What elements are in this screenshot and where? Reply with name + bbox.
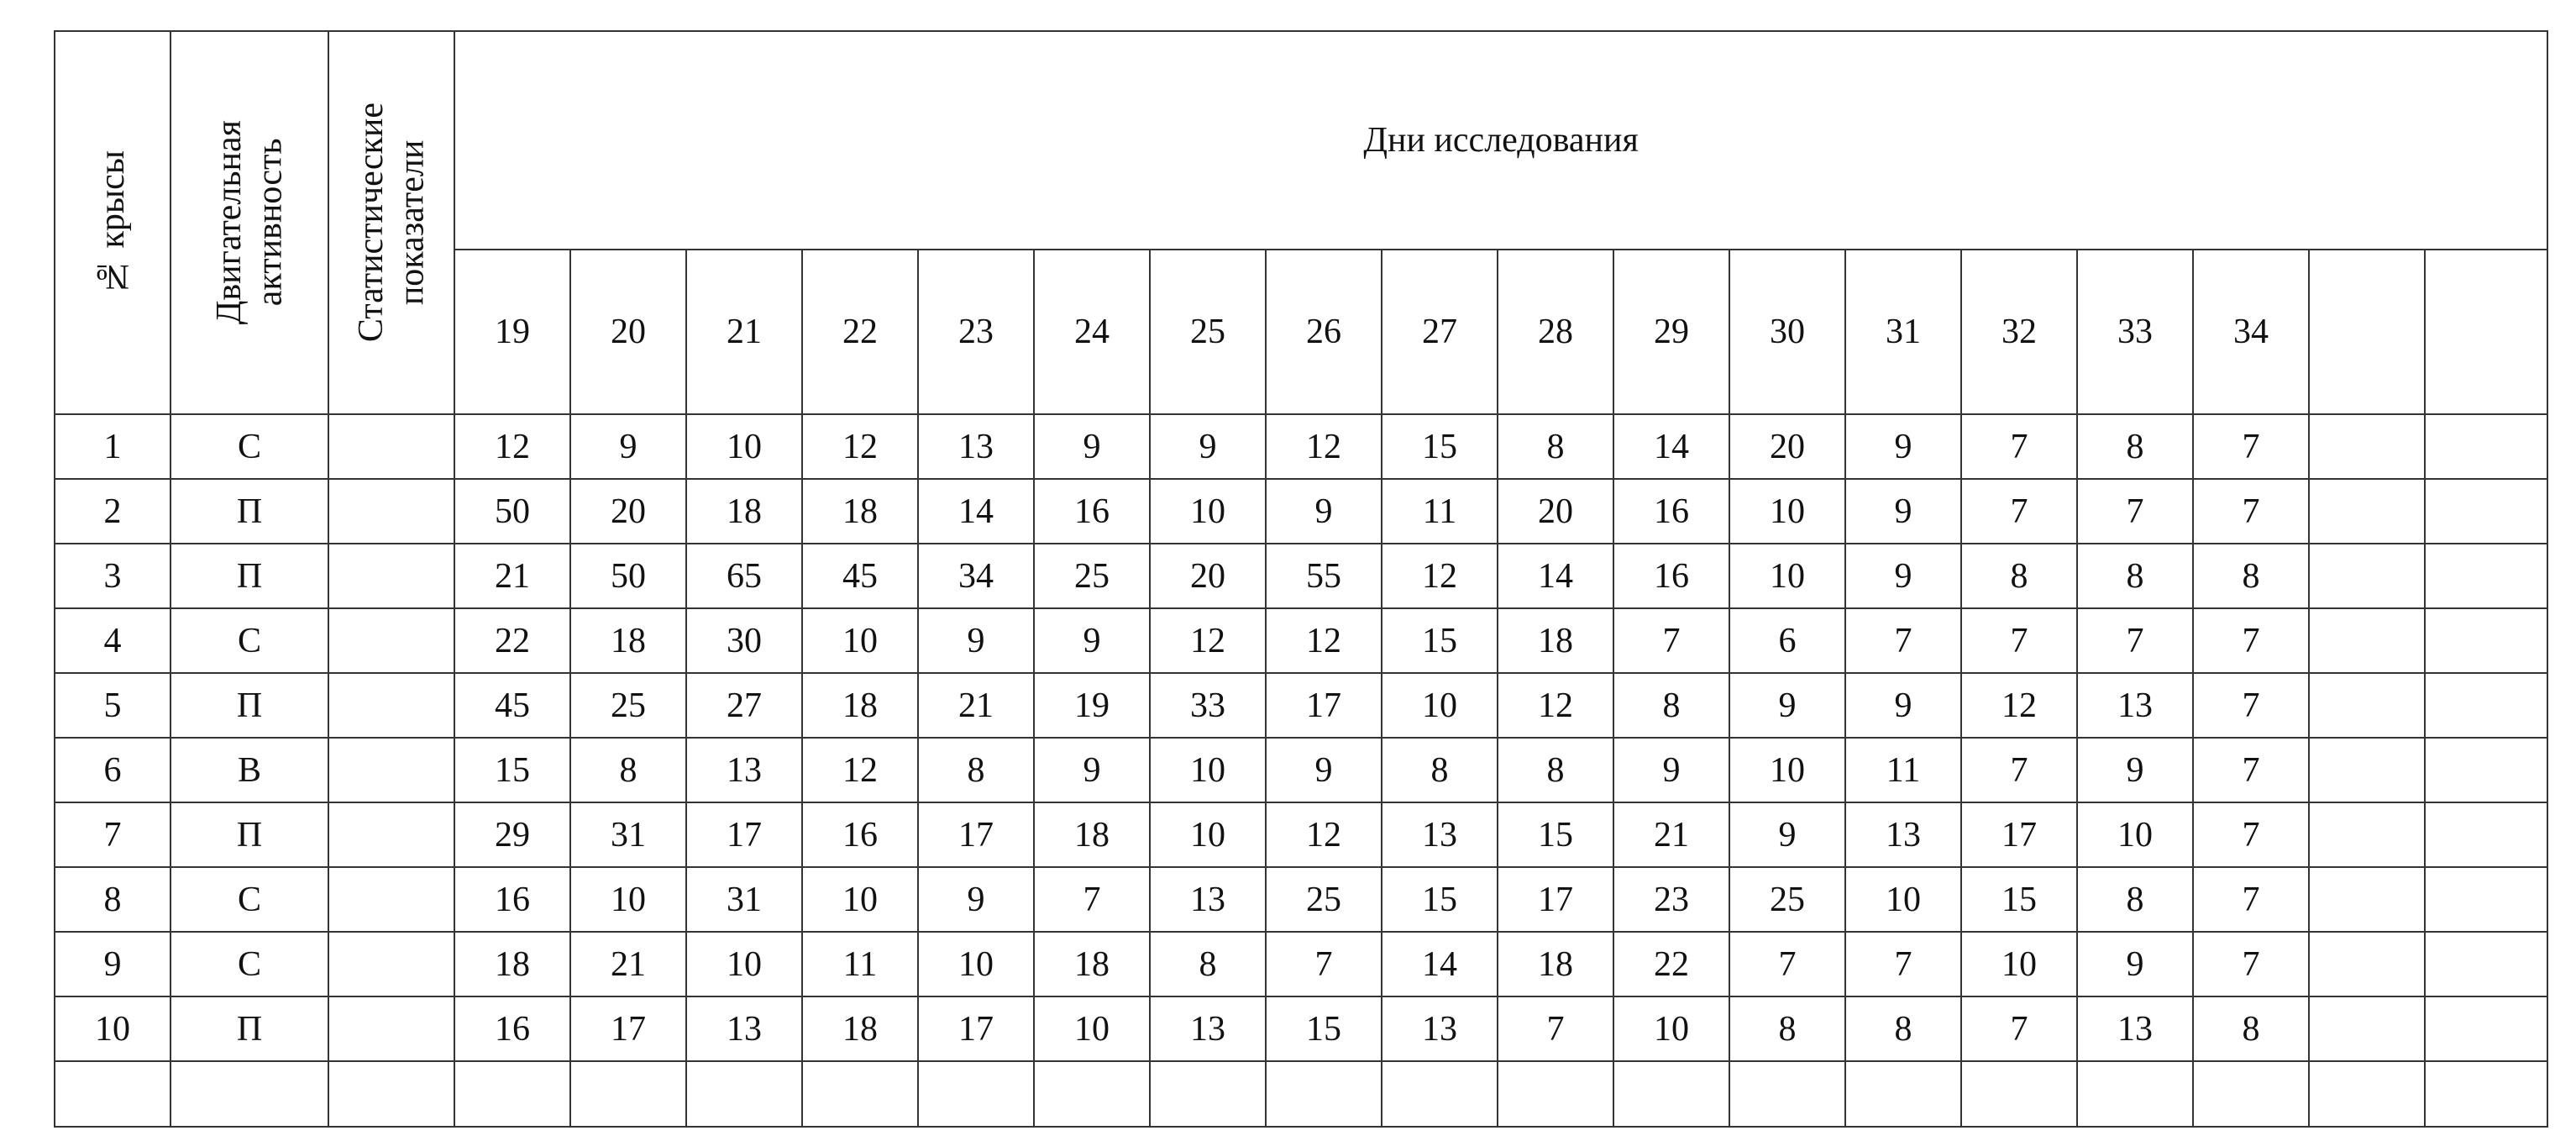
value-cell: 8 [1845,996,1961,1061]
rat-number-cell: 1 [55,414,171,479]
header-motor-activity-label: Двигательная активность [209,120,289,325]
value-cell: 18 [1034,802,1150,867]
value-cell [2309,479,2425,544]
stat-cell [328,544,454,608]
day-header: 19 [454,250,570,414]
value-cell: 10 [1382,673,1498,738]
empty-cell [570,1061,686,1127]
header-statistics-label: Статистические показатели [351,103,431,343]
empty-cell [328,1061,454,1127]
rat-activity-table [54,30,2548,1128]
value-cell: 8 [2193,996,2309,1061]
value-cell: 9 [2077,738,2193,802]
rat-number-cell: 8 [55,867,171,932]
empty-row [55,1061,2547,1127]
empty-cell [802,1061,918,1127]
table-row [55,544,2547,608]
value-cell: 25 [1729,867,1845,932]
value-cell: 29 [454,802,570,867]
value-cell: 65 [686,544,802,608]
activity-cell: П [171,544,328,608]
value-cell [2309,996,2425,1061]
empty-cell [1498,1061,1613,1127]
value-cell: 12 [1266,802,1382,867]
value-cell: 33 [1150,673,1266,738]
activity-cell: С [171,867,328,932]
value-cell: 9 [1150,414,1266,479]
value-cell: 16 [1613,544,1729,608]
day-header: 29 [1613,250,1729,414]
value-cell: 7 [1961,738,2077,802]
value-cell: 10 [1613,996,1729,1061]
value-cell: 30 [686,608,802,673]
value-cell: 13 [2077,996,2193,1061]
activity-cell: П [171,802,328,867]
value-cell: 8 [2193,544,2309,608]
table-row [55,932,2547,996]
value-cell: 14 [1382,932,1498,996]
value-cell: 18 [570,608,686,673]
empty-cell [2193,1061,2309,1127]
value-cell: 9 [1034,608,1150,673]
value-cell: 10 [1961,932,2077,996]
value-cell: 12 [454,414,570,479]
stat-cell [328,867,454,932]
value-cell: 10 [1034,996,1150,1061]
value-cell: 12 [1150,608,1266,673]
day-header: 25 [1150,250,1266,414]
value-cell: 12 [1266,414,1382,479]
value-cell: 8 [2077,544,2193,608]
day-header: 33 [2077,250,2193,414]
empty-cell [918,1061,1034,1127]
value-cell: 17 [686,802,802,867]
value-cell: 7 [1266,932,1382,996]
stat-cell [328,932,454,996]
table-row [55,867,2547,932]
day-header: 26 [1266,250,1382,414]
value-cell: 18 [802,996,918,1061]
rat-number-cell: 10 [55,996,171,1061]
rat-number-cell: 6 [55,738,171,802]
value-cell: 18 [1034,932,1150,996]
value-cell: 9 [1034,414,1150,479]
value-cell: 25 [1034,544,1150,608]
value-cell: 13 [2077,673,2193,738]
empty-cell [1382,1061,1498,1127]
value-cell [2309,673,2425,738]
value-cell: 12 [1498,673,1613,738]
value-cell [2309,608,2425,673]
value-cell: 7 [2193,673,2309,738]
empty-cell [1613,1061,1729,1127]
value-cell [2425,673,2547,738]
value-cell: 19 [1034,673,1150,738]
value-cell: 21 [1613,802,1729,867]
value-cell: 7 [1034,867,1150,932]
value-cell: 17 [918,802,1034,867]
value-cell: 7 [1613,608,1729,673]
value-cell: 15 [1498,802,1613,867]
header-rat-number [55,31,171,414]
value-cell: 21 [918,673,1034,738]
empty-cell [1150,1061,1266,1127]
value-cell: 11 [802,932,918,996]
value-cell: 8 [1613,673,1729,738]
value-cell: 18 [686,479,802,544]
value-cell: 7 [2193,479,2309,544]
empty-cell [2425,1061,2547,1127]
day-header: 21 [686,250,802,414]
value-cell [2425,414,2547,479]
value-cell: 14 [918,479,1034,544]
value-cell: 10 [686,414,802,479]
rat-number-cell: 9 [55,932,171,996]
value-cell: 17 [1498,867,1613,932]
value-cell: 10 [2077,802,2193,867]
day-header: 27 [1382,250,1498,414]
value-cell: 8 [1498,738,1613,802]
value-cell: 7 [1961,414,2077,479]
value-cell: 8 [1498,414,1613,479]
value-cell: 31 [686,867,802,932]
value-cell: 7 [1961,479,2077,544]
value-cell: 7 [1498,996,1613,1061]
value-cell: 10 [1150,479,1266,544]
value-cell: 55 [1266,544,1382,608]
value-cell: 14 [1613,414,1729,479]
value-cell: 25 [1266,867,1382,932]
value-cell: 7 [2077,608,2193,673]
header-rat-number-label: № крысы [92,150,132,296]
value-cell: 15 [1266,996,1382,1061]
empty-cell [1961,1061,2077,1127]
empty-cell [686,1061,802,1127]
value-cell [2309,738,2425,802]
value-cell: 17 [918,996,1034,1061]
stat-cell [328,414,454,479]
day-header: 31 [1845,250,1961,414]
value-cell: 50 [570,544,686,608]
empty-cell [1729,1061,1845,1127]
value-cell: 9 [570,414,686,479]
value-cell: 13 [1382,996,1498,1061]
value-cell: 8 [2077,414,2193,479]
value-cell [2309,867,2425,932]
value-cell: 27 [686,673,802,738]
value-cell: 10 [802,867,918,932]
value-cell: 16 [1613,479,1729,544]
header-motor-activity [171,31,328,414]
empty-cell [55,1061,171,1127]
value-cell: 45 [802,544,918,608]
value-cell: 17 [570,996,686,1061]
table-body [55,414,2547,1127]
day-header: 23 [918,250,1034,414]
value-cell: 21 [570,932,686,996]
value-cell: 7 [2193,932,2309,996]
value-cell: 9 [1266,738,1382,802]
value-cell: 17 [1266,673,1382,738]
table-row [55,608,2547,673]
value-cell: 13 [1150,867,1266,932]
empty-cell [171,1061,328,1127]
value-cell: 10 [1150,738,1266,802]
value-cell: 8 [1729,996,1845,1061]
value-cell: 7 [1845,608,1961,673]
rat-number-cell: 5 [55,673,171,738]
value-cell: 13 [918,414,1034,479]
value-cell: 9 [1845,414,1961,479]
value-cell: 21 [454,544,570,608]
value-cell: 13 [1150,996,1266,1061]
value-cell: 15 [1382,414,1498,479]
day-header: 32 [1961,250,2077,414]
value-cell [2425,932,2547,996]
value-cell: 7 [1961,996,2077,1061]
table-row [55,996,2547,1061]
empty-cell [2309,1061,2425,1127]
table-row [55,479,2547,544]
day-header: 24 [1034,250,1150,414]
value-cell: 25 [570,673,686,738]
value-cell: 8 [570,738,686,802]
value-cell: 18 [802,479,918,544]
rat-number-cell: 4 [55,608,171,673]
rat-number-cell: 2 [55,479,171,544]
value-cell: 7 [1729,932,1845,996]
value-cell [2425,608,2547,673]
value-cell: 18 [802,673,918,738]
header-statistics [328,31,454,414]
table-row [55,414,2547,479]
day-header [2309,250,2425,414]
value-cell: 9 [1613,738,1729,802]
value-cell: 18 [1498,932,1613,996]
value-cell: 10 [1729,738,1845,802]
value-cell [2309,932,2425,996]
value-cell [2309,544,2425,608]
stat-cell [328,608,454,673]
value-cell: 12 [802,414,918,479]
value-cell: 9 [1845,673,1961,738]
value-cell: 20 [1498,479,1613,544]
value-cell: 7 [2193,414,2309,479]
stat-cell [328,802,454,867]
value-cell [2425,479,2547,544]
value-cell: 20 [570,479,686,544]
day-header: 22 [802,250,918,414]
value-cell: 12 [1382,544,1498,608]
value-cell: 8 [2077,867,2193,932]
empty-cell [1845,1061,1961,1127]
value-cell: 31 [570,802,686,867]
day-header: 30 [1729,250,1845,414]
value-cell [2425,802,2547,867]
value-cell: 16 [802,802,918,867]
value-cell: 23 [1613,867,1729,932]
value-cell: 9 [918,867,1034,932]
header-row-top [55,31,2547,250]
value-cell: 11 [1845,738,1961,802]
value-cell: 10 [1845,867,1961,932]
value-cell: 7 [1961,608,2077,673]
activity-cell: С [171,608,328,673]
value-cell: 7 [1845,932,1961,996]
value-cell: 7 [2077,479,2193,544]
activity-cell: П [171,479,328,544]
value-cell: 6 [1729,608,1845,673]
value-cell: 10 [1729,479,1845,544]
value-cell: 13 [1382,802,1498,867]
value-cell: 7 [2193,738,2309,802]
value-cell: 45 [454,673,570,738]
value-cell: 13 [1845,802,1961,867]
activity-cell: С [171,414,328,479]
value-cell: 22 [454,608,570,673]
value-cell: 15 [1382,608,1498,673]
value-cell: 12 [1266,608,1382,673]
value-cell: 8 [1150,932,1266,996]
value-cell: 50 [454,479,570,544]
value-cell: 9 [1034,738,1150,802]
value-cell: 10 [918,932,1034,996]
stat-cell [328,673,454,738]
value-cell: 10 [1150,802,1266,867]
header-study-days: Дни исследования [454,31,2547,250]
value-cell: 8 [918,738,1034,802]
value-cell: 15 [1382,867,1498,932]
value-cell: 9 [1845,544,1961,608]
value-cell: 20 [1729,414,1845,479]
table-row [55,673,2547,738]
value-cell: 16 [454,996,570,1061]
value-cell: 9 [1729,802,1845,867]
value-cell: 16 [454,867,570,932]
stat-cell [328,738,454,802]
activity-cell: В [171,738,328,802]
table-row [55,802,2547,867]
value-cell: 12 [802,738,918,802]
value-cell: 9 [918,608,1034,673]
stat-cell [328,479,454,544]
value-cell: 18 [1498,608,1613,673]
value-cell: 14 [1498,544,1613,608]
stat-cell [328,996,454,1061]
value-cell: 7 [2193,608,2309,673]
value-cell: 22 [1613,932,1729,996]
day-header: 34 [2193,250,2309,414]
value-cell: 7 [2193,802,2309,867]
value-cell [2425,996,2547,1061]
value-cell: 10 [570,867,686,932]
value-cell [2425,738,2547,802]
day-header: 28 [1498,250,1613,414]
value-cell: 18 [454,932,570,996]
value-cell: 20 [1150,544,1266,608]
value-cell [2425,867,2547,932]
value-cell: 12 [1961,673,2077,738]
empty-cell [1266,1061,1382,1127]
empty-cell [1034,1061,1150,1127]
value-cell: 17 [1961,802,2077,867]
empty-cell [2077,1061,2193,1127]
activity-cell: С [171,932,328,996]
value-cell: 8 [1961,544,2077,608]
value-cell [2309,802,2425,867]
value-cell [2309,414,2425,479]
table-row [55,738,2547,802]
value-cell: 34 [918,544,1034,608]
rat-number-cell: 3 [55,544,171,608]
empty-cell [454,1061,570,1127]
activity-cell: П [171,673,328,738]
value-cell: 9 [2077,932,2193,996]
value-cell: 10 [686,932,802,996]
value-cell: 16 [1034,479,1150,544]
value-cell: 13 [686,996,802,1061]
day-header: 20 [570,250,686,414]
activity-cell: П [171,996,328,1061]
value-cell: 9 [1729,673,1845,738]
day-header [2425,250,2547,414]
value-cell: 10 [802,608,918,673]
value-cell: 10 [1729,544,1845,608]
value-cell: 11 [1382,479,1498,544]
rat-number-cell: 7 [55,802,171,867]
value-cell [2425,544,2547,608]
value-cell: 7 [2193,867,2309,932]
value-cell: 9 [1845,479,1961,544]
value-cell: 15 [1961,867,2077,932]
value-cell: 13 [686,738,802,802]
value-cell: 15 [454,738,570,802]
value-cell: 8 [1382,738,1498,802]
value-cell: 9 [1266,479,1382,544]
